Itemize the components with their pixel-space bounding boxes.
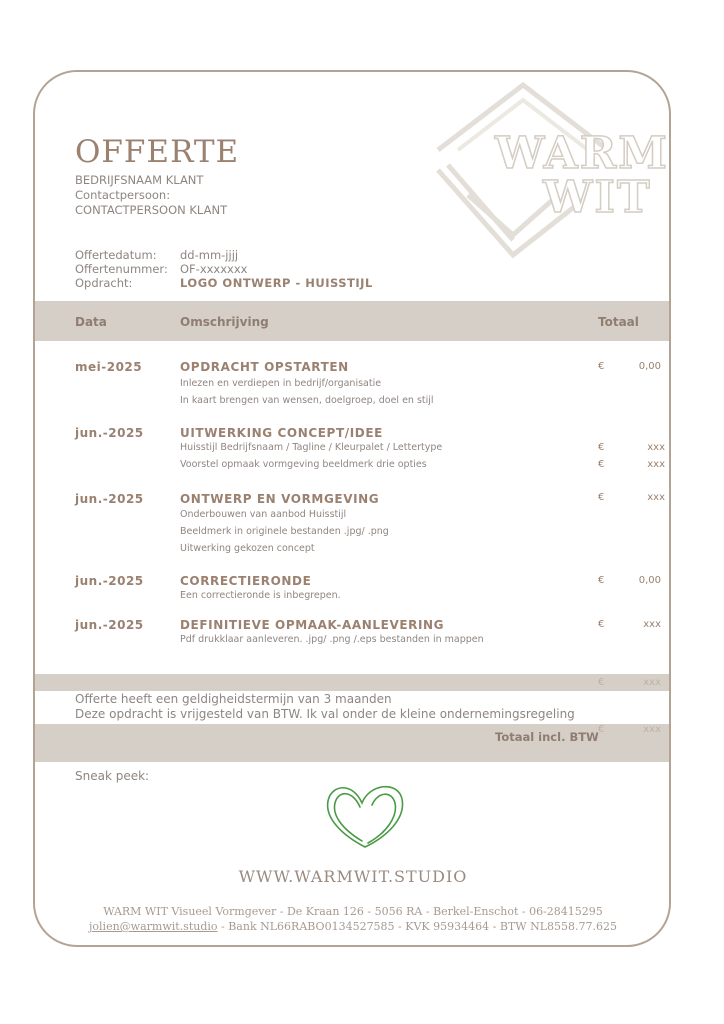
row-2-currency-1: € xyxy=(598,442,605,453)
row-3-amount: xxx xyxy=(647,492,665,503)
meta-number-label: Offertenummer: xyxy=(75,262,168,276)
total-label: Totaal incl. BTW xyxy=(495,730,599,744)
total-currency: € xyxy=(598,724,605,735)
subtotal-amount: xxx xyxy=(643,677,661,688)
logo-word-wit: WIT xyxy=(543,172,652,223)
meta-date-value: dd-mm-jjjj xyxy=(180,248,239,262)
website-url[interactable]: WWW.WARMWIT.STUDIO xyxy=(238,867,468,886)
header-total: Totaal xyxy=(598,315,639,329)
row-2-line-2: Voorstel opmaak vormgeving beeldmerk drie opties xyxy=(180,459,427,470)
footer-registration: - Bank NL66RABO0134527585 - KVK 95934464 - BTW NL8558.77.625 xyxy=(217,920,617,933)
header-description: Omschrijving xyxy=(180,315,269,329)
footer-email-link[interactable]: jolien@warmwit.studio xyxy=(89,920,218,933)
row-1-currency: € xyxy=(598,361,605,372)
row-5-line-1: Pdf drukklaar aanleveren. .jpg/ .png /.eps bestanden in mappen xyxy=(180,634,484,645)
sneak-peek-label: Sneak peek: xyxy=(75,769,150,783)
vat-note: Deze opdracht is vrijgesteld van BTW. Ik val onder de kleine ondernemingsregeling xyxy=(75,707,575,721)
meta-assignment-label: Opdracht: xyxy=(75,276,133,290)
row-2-amount-1: xxx xyxy=(647,442,665,453)
total-band xyxy=(35,724,671,762)
row-3-currency: € xyxy=(598,492,605,503)
row-4-amount: 0,00 xyxy=(638,575,661,586)
row-4-date: jun.-2025 xyxy=(75,574,144,588)
row-1-title: OPDRACHT OPSTARTEN xyxy=(180,360,349,374)
row-2-amount-2: xxx xyxy=(647,459,665,470)
row-3-line-1: Onderbouwen van aanbod Huisstijl xyxy=(180,509,347,520)
row-1-line-1: Inlezen en verdiepen in bedrijf/organisatie xyxy=(180,378,382,389)
row-4-title: CORRECTIERONDE xyxy=(180,574,312,588)
meta-date-label: Offertedatum: xyxy=(75,248,157,262)
meta-number-value: OF-xxxxxxx xyxy=(180,262,248,276)
row-5-amount: xxx xyxy=(643,619,661,630)
heart-icon xyxy=(320,779,410,851)
client-company: BEDRIJFSNAAM KLANT xyxy=(75,173,204,187)
row-2-line-1: Huisstijl Bedrijfsnaam / Tagline / Kleurpalet / Lettertype xyxy=(180,442,443,453)
footer-details xyxy=(35,920,671,933)
document-title: OFFERTE xyxy=(75,134,240,170)
row-1-date: mei-2025 xyxy=(75,360,143,374)
row-4-currency: € xyxy=(598,575,605,586)
logo-word-warm: WARM xyxy=(495,128,670,179)
client-block xyxy=(75,173,227,218)
row-1-line-2: In kaart brengen van wensen, doelgroep, doel en stijl xyxy=(180,395,434,406)
row-5-title: DEFINITIEVE OPMAAK-AANLEVERING xyxy=(180,618,445,632)
header-date: Data xyxy=(75,315,107,329)
offer-page xyxy=(33,70,671,947)
row-5-date: jun.-2025 xyxy=(75,618,144,632)
warmwit-logo xyxy=(433,80,670,270)
row-2-title: UITWERKING CONCEPT/IDEE xyxy=(180,426,383,440)
subtotal-band xyxy=(35,674,671,691)
meta-assignment-value: LOGO ONTWERP - HUISSTIJL xyxy=(180,276,373,290)
row-3-line-3: Uitwerking gekozen concept xyxy=(180,543,315,554)
client-contact-label: Contactpersoon: xyxy=(75,188,171,202)
row-2-currency-2: € xyxy=(598,459,605,470)
validity-note: Offerte heeft een geldigheidstermijn van 3 maanden xyxy=(75,692,392,706)
footer-address: WARM WIT Visueel Vormgever - De Kraan 126 - 5056 RA - Berkel-Enschot - 06-28415295 xyxy=(103,905,603,918)
row-3-line-2: Beeldmerk in originele bestanden .jpg/ .png xyxy=(180,526,389,537)
row-3-title: ONTWERP EN VORMGEVING xyxy=(180,492,380,506)
client-contact-name: CONTACTPERSOON KLANT xyxy=(75,203,228,217)
total-amount: xxx xyxy=(643,724,661,735)
row-1-amount: 0,00 xyxy=(638,361,661,372)
table-header xyxy=(35,301,671,341)
row-5-currency: € xyxy=(598,619,605,630)
row-4-line-1: Een correctieronde is inbegrepen. xyxy=(180,590,341,601)
row-2-date: jun.-2025 xyxy=(75,426,144,440)
subtotal-currency: € xyxy=(598,677,605,688)
row-3-date: jun.-2025 xyxy=(75,492,144,506)
